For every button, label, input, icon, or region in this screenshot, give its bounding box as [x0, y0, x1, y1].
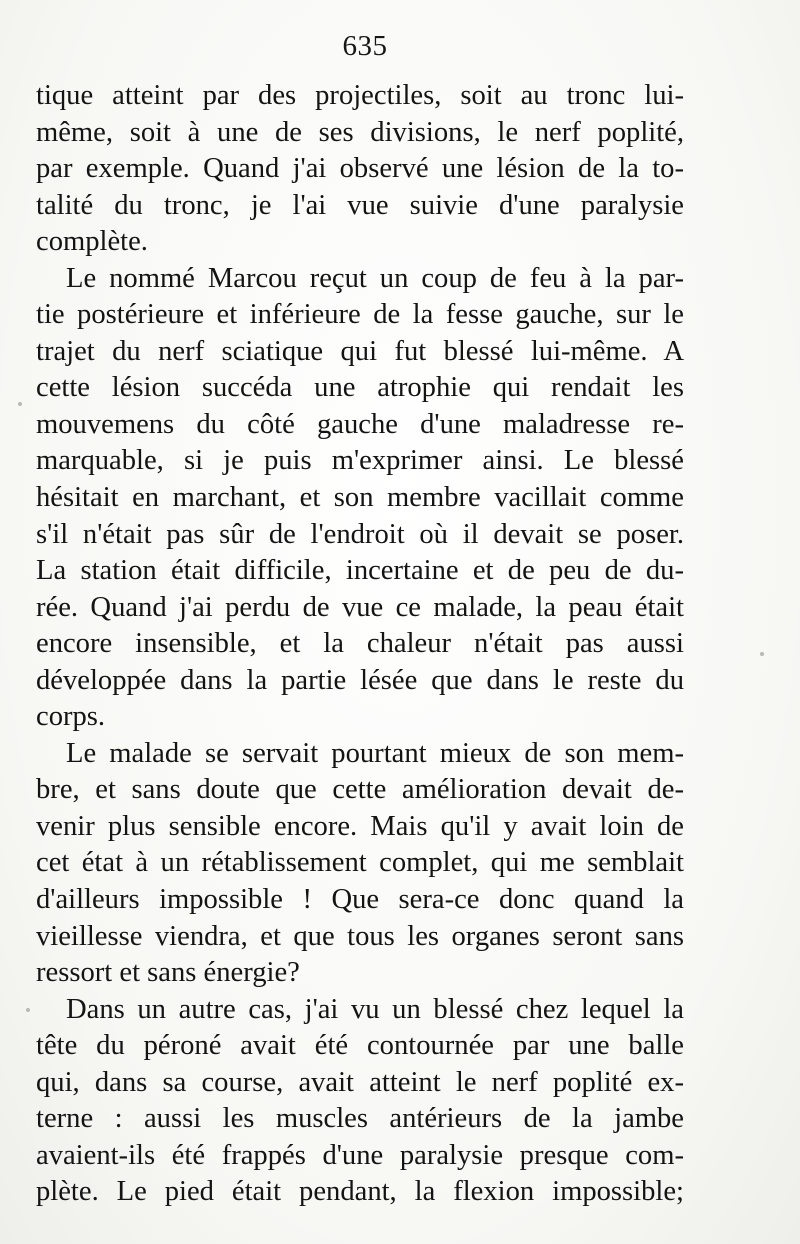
text-line: terne : aussi les muscles antérieurs de la jambe [36, 1103, 684, 1135]
text-line: développée dans la partie lésée que dans le reste du [36, 664, 684, 696]
margin-speck [26, 1008, 30, 1012]
text-line: cet état à un rétablissement complet, qui me semblait [36, 847, 684, 879]
text-line: complète. [36, 226, 148, 258]
text-line: tie postérieure et inférieure de la fesse gauche, sur le [36, 299, 684, 331]
margin-speck [760, 652, 764, 656]
text-line: bre, et sans doute que cette amélioration devait de- [36, 774, 684, 806]
text-line: corps. [36, 701, 106, 733]
text-line: tique atteint par des projectiles, soit au tronc lui- [36, 80, 684, 111]
text-line: Le nommé Marcou reçut un coup de feu à la par- [66, 262, 684, 294]
text-line: ressort et sans énergie? [36, 957, 300, 989]
page-number: 635 [342, 30, 388, 62]
text-line: d'ailleurs impossible ! Que sera-ce donc quand la [36, 884, 684, 916]
text-line: par exemple. Quand j'ai observé une lésion de la to- [36, 153, 684, 185]
text-line: mouvemens du côté gauche d'une maladresse re- [36, 408, 684, 440]
text-line: avaient-ils été frappés d'une paralysie presque com- [36, 1139, 684, 1171]
text-line: Le malade se servait pourtant mieux de son mem- [66, 737, 684, 769]
text-line: talité du tronc, je l'ai vue suivie d'une paralysie [36, 189, 684, 221]
text-line: marquable, si je puis m'exprimer ainsi. Le blessé [36, 445, 684, 477]
text-line: s'il n'était pas sûr de l'endroit où il devait se poser. [36, 518, 684, 550]
text-line: hésitait en marchant, et son membre vacillait comme [36, 482, 684, 514]
text-line: tête du péroné avait été contournée par une balle [36, 1030, 684, 1062]
text-line: cette lésion succéda une atrophie qui rendait les [36, 372, 684, 404]
text-line: plète. Le pied était pendant, la flexion impossible; [36, 1176, 684, 1208]
margin-speck [18, 402, 22, 406]
text-line: vieillesse viendra, et que tous les organes seront sans [36, 920, 684, 952]
text-line: encore insensible, et la chaleur n'était pas aussi [36, 628, 684, 660]
text-line: La station était difficile, incertaine et de peu de du- [36, 555, 684, 587]
text-line: rée. Quand j'ai perdu de vue ce malade, la peau était [36, 591, 684, 623]
text-line: trajet du nerf sciatique qui fut blessé lui-même. A [36, 335, 684, 367]
text-line: qui, dans sa course, avait atteint le nerf poplité ex- [36, 1066, 684, 1098]
text-line: venir plus sensible encore. Mais qu'il y avait loin de [36, 810, 684, 842]
text-line: même, soit à une de ses divisions, le nerf poplité, [36, 116, 684, 148]
text-line: Dans un autre cas, j'ai vu un blessé chez lequel la [66, 993, 684, 1025]
body-text [36, 78, 684, 1211]
